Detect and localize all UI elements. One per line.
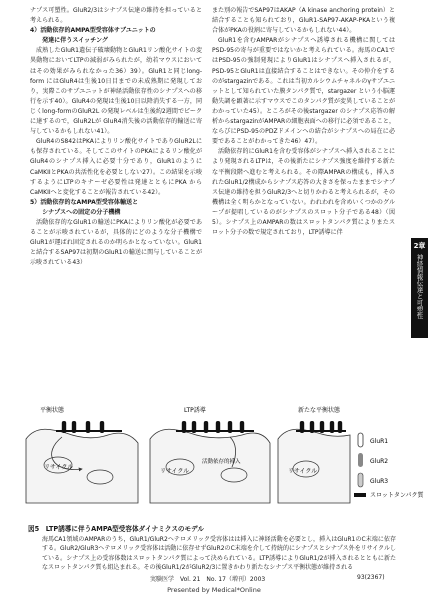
chapter-number: 2章: [413, 242, 426, 250]
recycle-label-2: リサイクル: [160, 468, 190, 475]
paragraph: GluR4のS842はPKAによりリン酸化サイトでありGluR2Lにも保存されている。そしてこのサイトのPKAによるリン酸化がGluR4のシナプス挿入に必要十分であり，GluR1のようにCaMKIIとPKAの共活性化を必要としない27）。この結果を示唆するようにLTPのキナーゼ必要性は発達とともにPKA からCaMKIIへと変化することが報告されている42）。: [30, 138, 202, 196]
insert-label: 活動依存的挿入: [202, 459, 241, 465]
recycle-label-3: リサイクル: [288, 468, 318, 475]
paragraph: 活動依存的なGluR1の輸送にPKAによりリン酸化が必要であることが示唆されているが，具体的にどのような分子機構でGluR1が運ばれ固定されるのか明らかとなっていない。GluR1と結合するSAP97は初期のGluR1の輸送に関与していることが示唆されている43）: [30, 218, 202, 267]
panel-equilibrium: [26, 406, 138, 503]
caption-title: 図5 LTP誘導に伴うAMPA型受容体ダイナミクスのモデル: [28, 525, 204, 533]
journal-info: 実験医学 Vol. 21 No. 17（増刊）2003: [150, 576, 266, 583]
legend-slot: スロットタンパク質: [370, 492, 424, 499]
figure-caption: [28, 525, 396, 573]
recycle-label-1: リサイクル: [44, 464, 74, 471]
panel-equilibrium-title: 平衡状態: [40, 407, 65, 414]
legend-glur2: GluR2: [370, 458, 389, 465]
legend: [354, 433, 424, 499]
section-heading: シナプスへの固定の分子機構: [30, 208, 121, 216]
section-heading: 発達に伴うスイッチング: [30, 37, 108, 45]
caption-body: 海馬CA1領域のAMPARのうち，GluR1/GluR2ヘテロメリック受容体はは挿入に神経活動を必要とし，挿入はGluR1のC末端に依存する。GluR2/GluR3ヘテロメリック受容体は活動に依存せずGluR2のC末端を介して持続的にシナプスとシナプス外をリサイクルしている。シナプス上の受容体数はスロットタンパク質によって決められている。LTP誘導によりGluR1/2が挿入されるとともに新たなスロットタンパク質も組込まれる。その後GluR1/2がGluR2/3に置きかわり新たなシナプス平衡状態が維持される: [42, 535, 396, 571]
paragraph: GluR1を含むAMPARがシナプスへ誘導される機構に関してはPSD-95の寄与が重要ではないかと考えられている。海馬のCA1ではPSD-95の強制発現によりGluR1はシナプスへ挿入されるが，PSD-95とGluR1は直接結合することはできない。その仲介をするのがstargazinである。これは当初カルシウムチャネルのγサブユニットとして知られていた膜タンパク質で，stargazer という小脳運動失調を顕著に示すマウスでこのタンパク質が変異していることがわかっていた45）。ところがその後stargazer のシナプス応答の解析からstargazinがAMPARの細胞表面への移行に必須であること，ならびにPSD-95のPDZドメインへの結合がシナプスへの局在に必要であることがわかってきた46）47）。: [212, 37, 395, 146]
paragraph: 活動依存的にGluR1を含む受容体がシナプスへ挿入されることにより発現されるLTPは，その後新たにシナプス強度を維持する新たな平衡段階へ進むと考えられる。その際AMPARの構成も，挿入されたGluR1/2構成からシナプス応答の大きさを保ったままでシナプス伝達の維持を担うGluR2/3へと切りかわると考えられるが，その機構は全く明らかとなっていない。われわれを含めいくつかのグループが提唱しているのがシナプスのスロット分子である48）（図5）。シナプス上のAMPARの数はスロットタンパク質によりまたスロット分子の数で規定されており，LTP誘導に伴: [212, 148, 395, 237]
chapter-label: 神経情報伝達と可塑性: [415, 254, 424, 319]
legend-glur3: GluR3: [370, 478, 389, 485]
right-column: [212, 6, 395, 238]
panel-new-equilibrium: [278, 406, 424, 503]
left-column: [30, 6, 202, 268]
panel-new-title: 新たな平衡状態: [298, 407, 341, 414]
panel-ltp-title: LTP誘導: [184, 407, 206, 414]
chapter-tab: [411, 238, 428, 338]
section-heading: 5）活動依存的なAMPA型受容体輸送と: [30, 198, 139, 206]
figure-5: [22, 403, 424, 523]
page-number: 93(2367): [357, 574, 385, 581]
paragraph: 成熟したGluR1遺伝子破壊動物とGluR1リン酸化サイトの変異動物においてLTPの減弱がみられたが，幼若マウスにおいてはその効果がみられなかった36）39）。GluR1と同じlong-form にはGluR4は生後10日目までの未成熟期に発現しており，実際このサブユニットが神経活動依存性のシナプスへの移行を示す40）。GluR4の発現は生後10日以降消失する一方，同じくlong-formのGluR2L の発現レベルは生後約2週間でピークに達するので，GluR2Lが GluR4消失後の活動依存的輸送に寄与しているかもしれない41）。: [30, 47, 202, 136]
section-heading: 4）活動依存的AMPA型受容体サブユニットの: [30, 27, 156, 35]
legend-glur1: GluR1: [370, 438, 389, 445]
presented-by: Presented by Medical*Online: [167, 586, 261, 594]
paragraph: ナプス可塑性。GluR2/3はシナプス伝達の維持を担っていると考えられる。: [30, 7, 202, 25]
paragraph: また別の報告でSAP97はAKAP（A kinase anchoring protein）と結合することも知られており，GluR1-SAP97-AKAP-PKAという複合体がPKAの役割に寄与しているかもしれない44）。: [212, 7, 395, 35]
panel-ltp: [150, 406, 270, 503]
figure-5-diagram: [22, 403, 424, 523]
